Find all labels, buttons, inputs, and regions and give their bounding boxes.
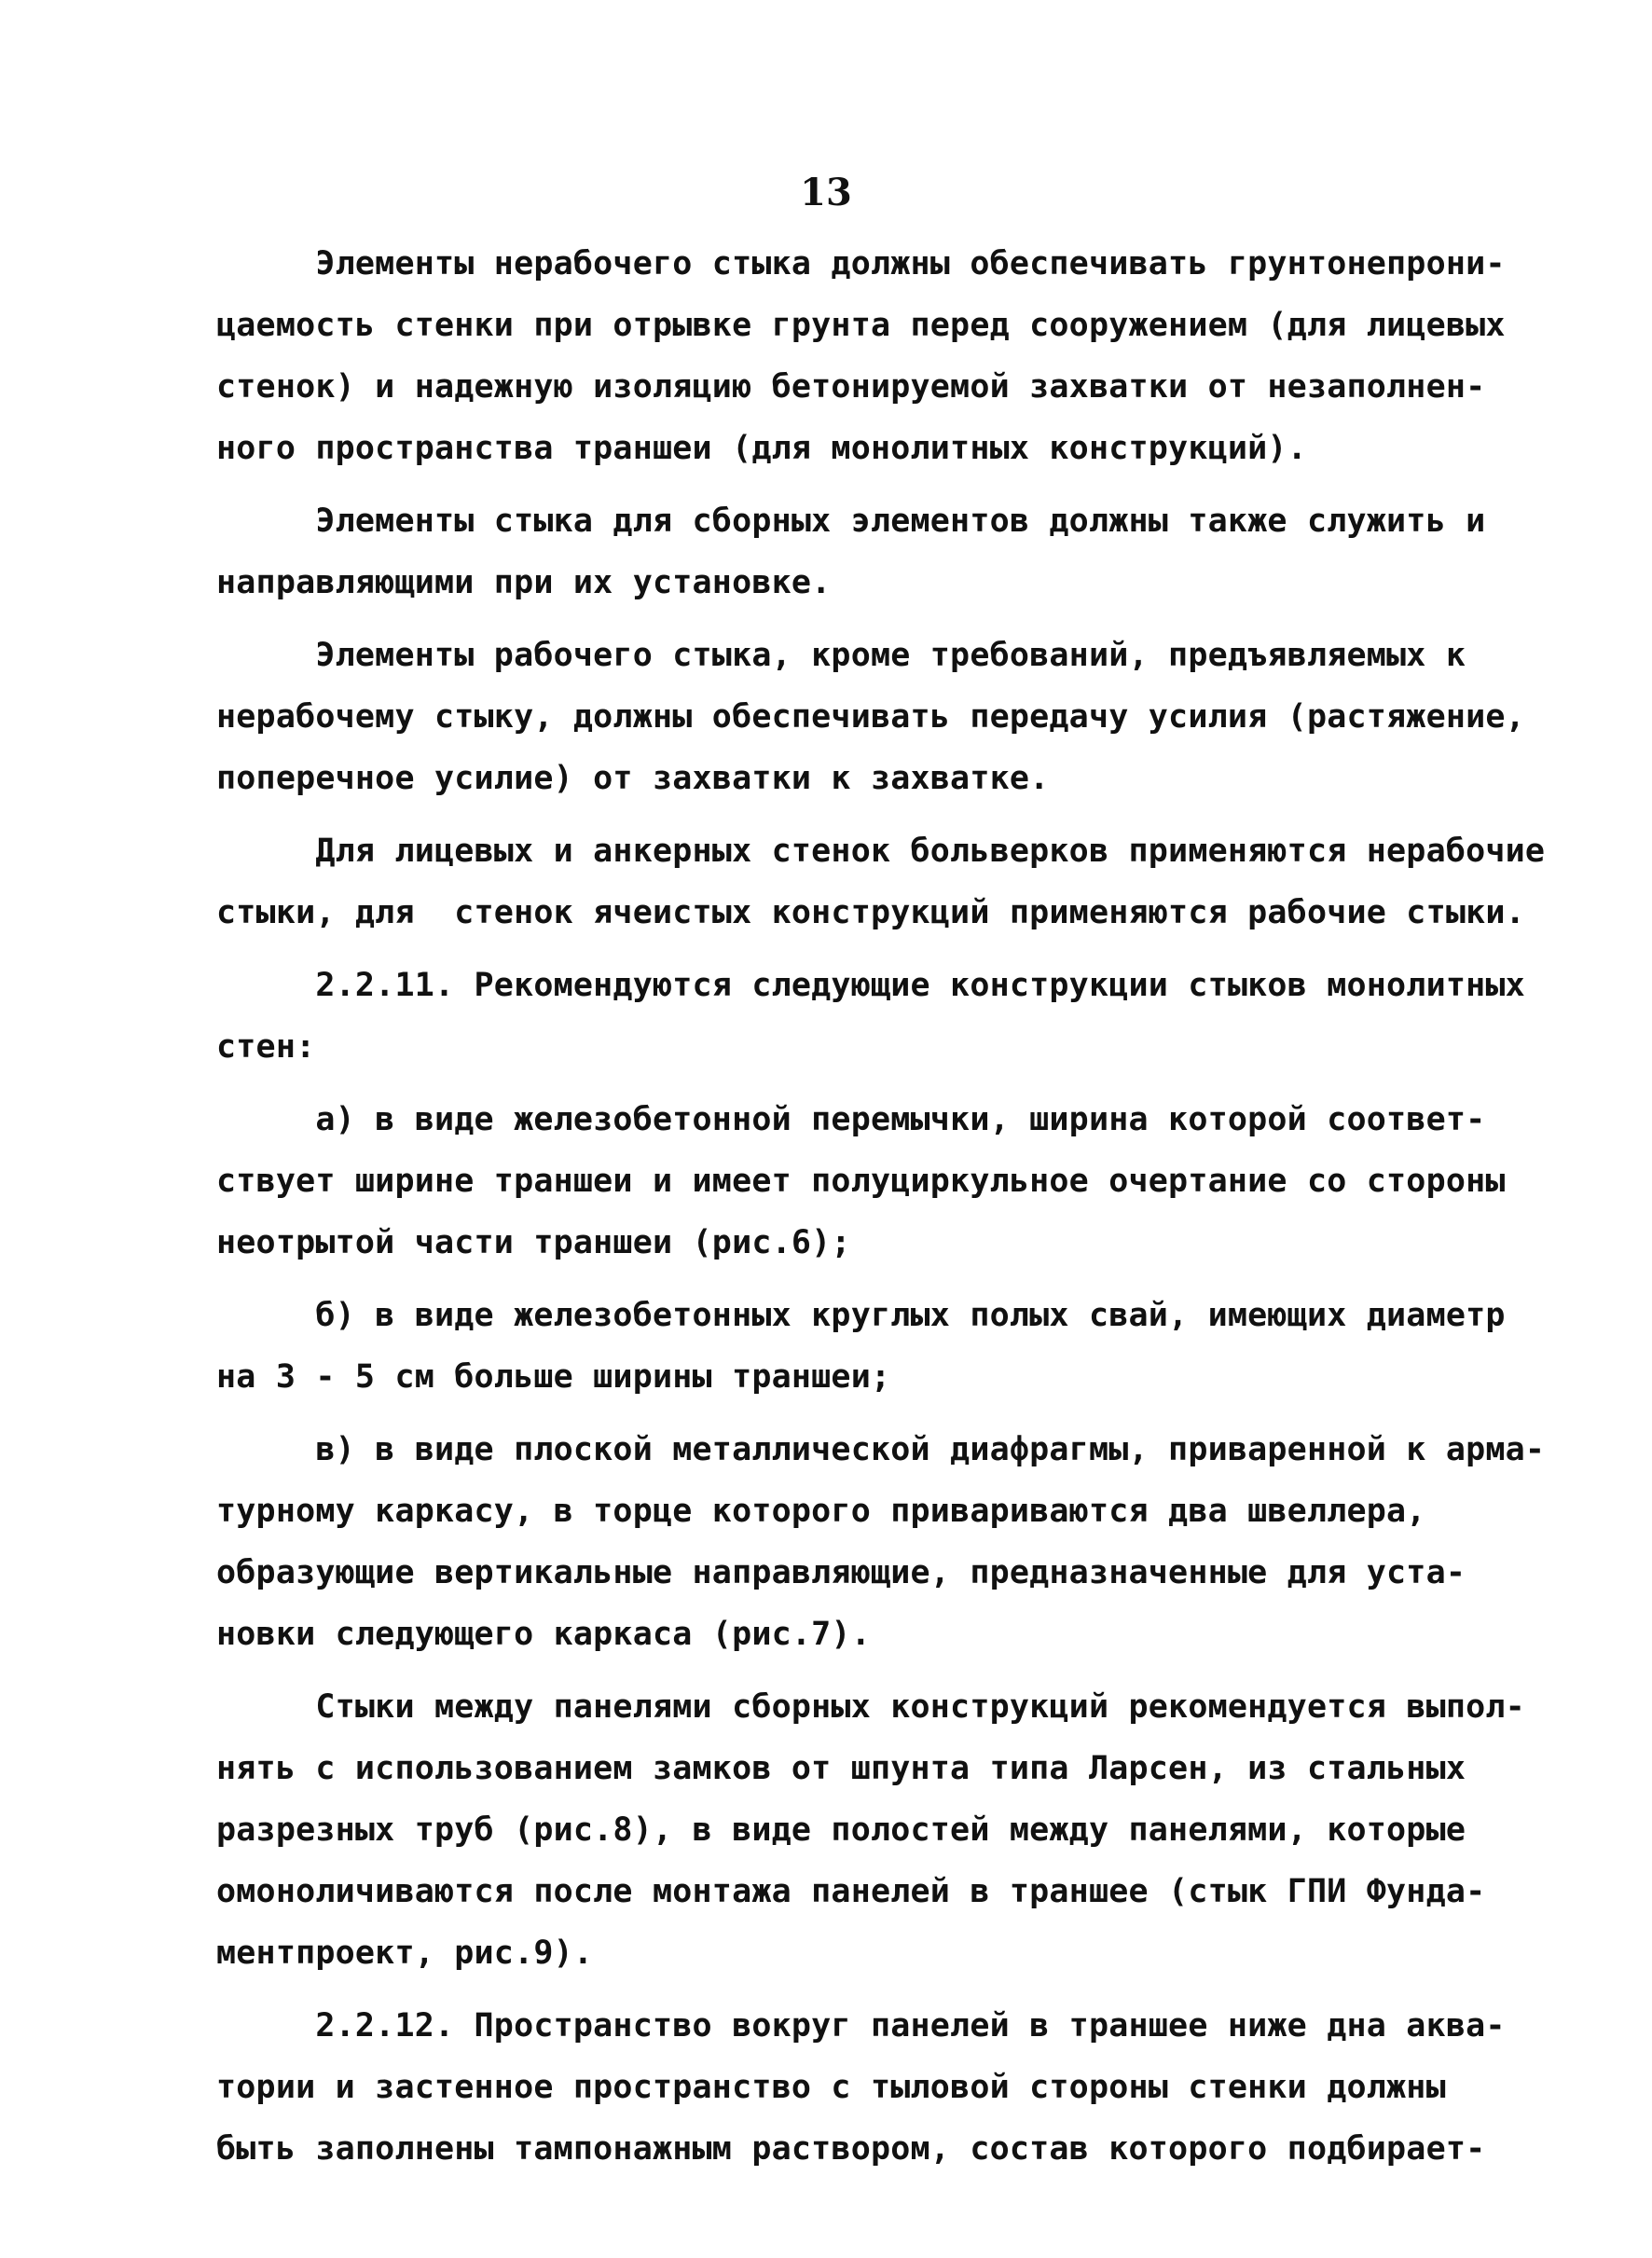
text-line: стыки, для стенок ячеистых конструкций применяются рабочие стыки. [216,894,1525,931]
text-line: а) в виде железобетонной перемычки, ширина которой соответ- [216,1101,1486,1138]
text-line: Стыки между панелями сборных конструкций рекомендуется выпол- [216,1688,1525,1726]
text-line: неотрытой части траншеи (рис.6); [216,1224,851,1261]
text-line: стен: [216,1028,316,1066]
text-line: Элементы нерабочего стыка должны обеспечивать грунтонепрони- [216,245,1506,282]
text-line: быть заполнены тампонажным раствором, состав которого подбирает- [216,2130,1486,2168]
text-line: нять с использованием замков от шпунта типа Ларсен, из стальных [216,1750,1466,1787]
text-line: стенок) и надежную изоляцию бетонируемой захватки от незаполнен- [216,368,1486,406]
text-line: разрезных труб (рис.8), в виде полостей между панелями, которые [216,1811,1466,1849]
text-line: тории и застенное пространство с тыловой стороны стенки должны [216,2069,1446,2106]
text-line: нерабочему стыку, должны обеспечивать передачу усилия (растяжение, [216,698,1525,736]
text-line: 2.2.12. Пространство вокруг панелей в траншее ниже дна аква- [216,2007,1506,2045]
page-number: 13 [800,171,852,214]
text-line: Элементы стыка для сборных элементов должны также служить и [216,503,1486,540]
body-text [216,233,1546,2180]
text-line: Для лицевых и анкерных стенок больверков применяются нерабочие [216,833,1546,870]
text-line: поперечное усилие) от захватки к захватке. [216,760,1050,797]
text-line: в) в виде плоской металлической диафрагмы, приваренной к арма- [216,1431,1546,1468]
text-line: турному каркасу, в торце которого привариваются два швеллера, [216,1493,1426,1530]
text-line: омоноличиваются после монтажа панелей в траншее (стык ГПИ Фунда- [216,1873,1486,1910]
text-line: ментпроект, рис.9). [216,1934,594,1972]
text-line: ствует ширине траншеи и имеет полуциркульное очертание со стороны [216,1163,1506,1200]
text-line: на 3 - 5 см больше ширины траншеи; [216,1358,891,1396]
text-line: цаемость стенки при отрывке грунта перед сооружением (для лицевых [216,307,1506,344]
text-line: новки следующего каркаса (рис.7). [216,1616,871,1653]
text-line: Элементы рабочего стыка, кроме требований, предъявляемых к [216,637,1466,674]
text-line: 2.2.11. Рекомендуются следующие конструкции стыков монолитных [216,967,1525,1004]
text-line: б) в виде железобетонных круглых полых свай, имеющих диаметр [216,1297,1506,1334]
text-line: направляющими при их установке. [216,564,832,601]
text-line: ного пространства траншеи (для монолитных конструкций). [216,430,1307,467]
text-line: образующие вертикальные направляющие, предназначенные для уста- [216,1554,1466,1591]
